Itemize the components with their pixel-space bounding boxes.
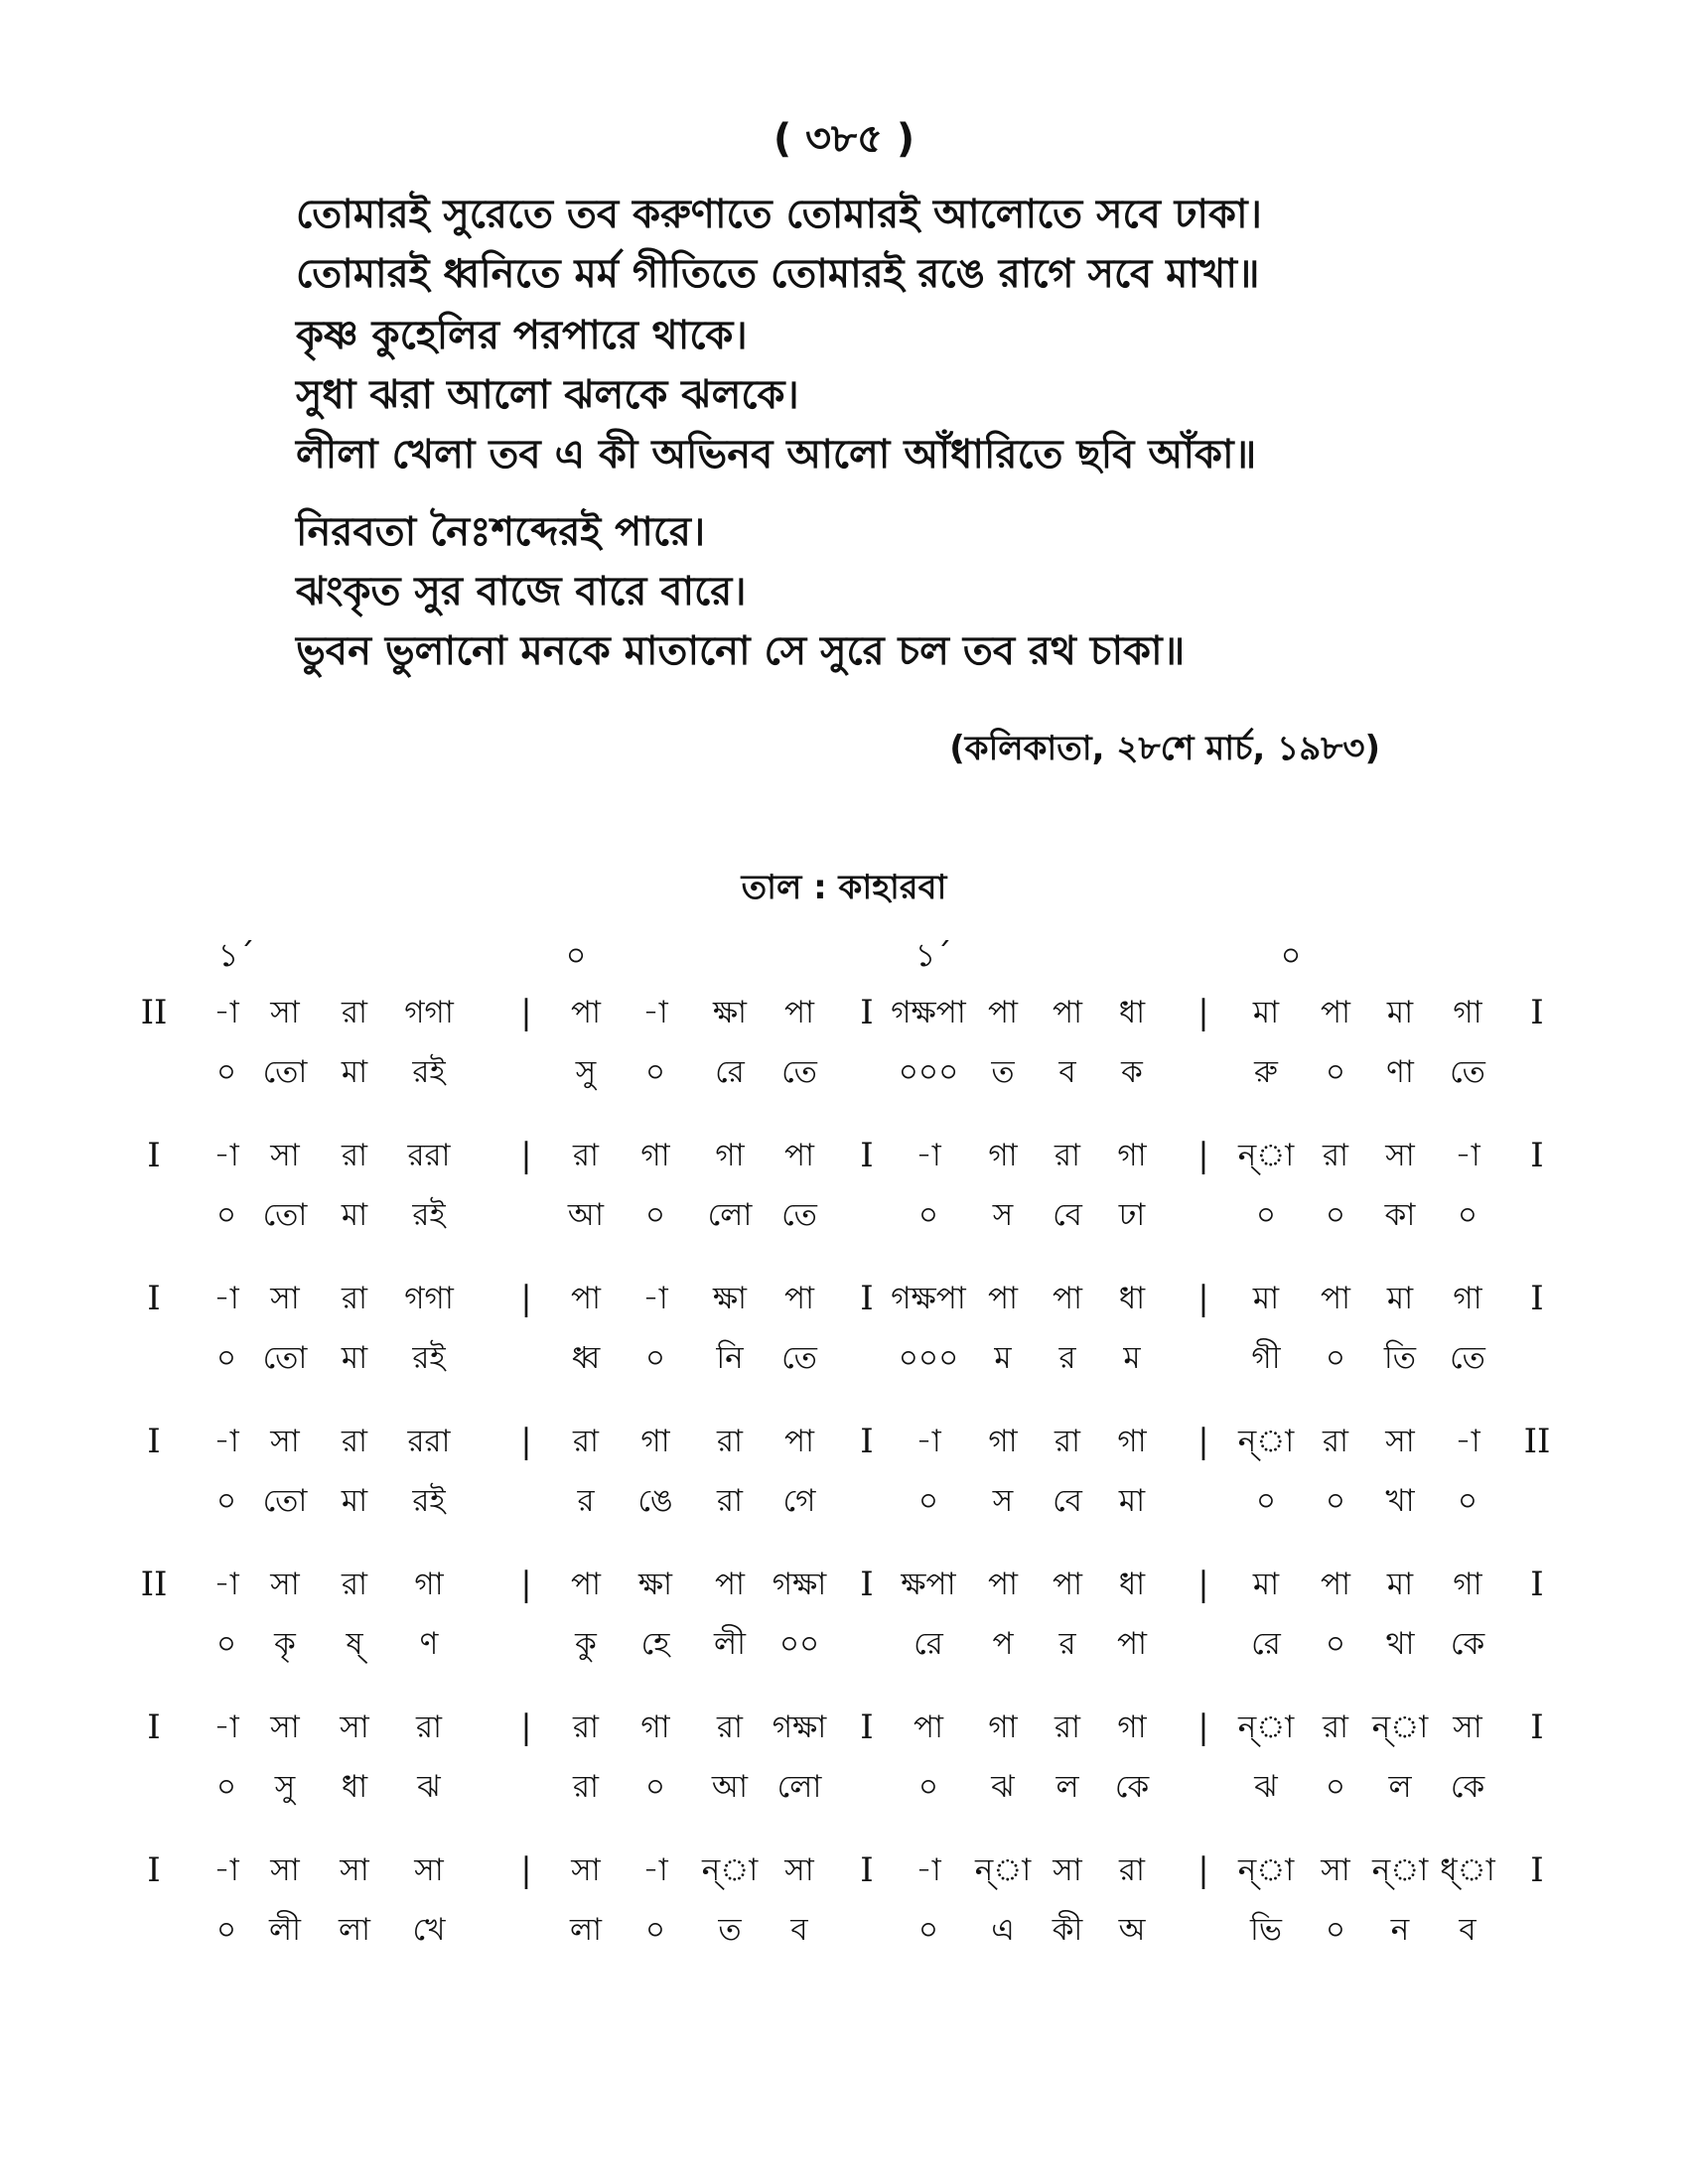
swara-note: -া	[213, 995, 239, 1030]
lyric-syllable: মা	[341, 1340, 368, 1376]
swara-note: -া	[915, 1852, 941, 1888]
swara-note: ধা	[1118, 1281, 1146, 1316]
lyric-syllable: ০	[917, 1197, 939, 1233]
swara-note: পা	[1320, 1281, 1351, 1316]
lyric-syllable: রু	[1254, 1054, 1278, 1090]
lyric-syllable: ০	[1325, 1626, 1346, 1662]
swara-note: গা	[988, 1709, 1018, 1745]
lyric-syllable: তে	[781, 1340, 817, 1376]
lyric-syllable: ০০	[778, 1626, 820, 1662]
lyric-syllable: ব	[1058, 1054, 1076, 1090]
swara-note: গগা	[404, 995, 454, 1030]
beat-marker: ১´	[914, 936, 952, 974]
lyric-syllable: আ	[711, 1769, 749, 1805]
lyric-line: সুধা ঝরা আলো ঝলকে ঝলকে।	[296, 372, 799, 418]
swara-note: সা	[340, 1852, 369, 1888]
swara-note: ন্‌া	[1237, 1852, 1295, 1888]
lyric-syllable: কে	[1114, 1769, 1150, 1805]
bar-line: II	[140, 1565, 168, 1604]
swara-note: রা	[1322, 1138, 1349, 1173]
bar-line: I	[860, 1422, 874, 1461]
lyric-syllable: ত	[991, 1054, 1015, 1090]
swara-note: গা	[988, 1424, 1018, 1459]
swara-note: গা	[1117, 1709, 1147, 1745]
lyric-syllable: ০	[1325, 1054, 1346, 1090]
lyric-syllable: ম	[1123, 1340, 1141, 1376]
lyric-syllable: কা	[1384, 1197, 1416, 1233]
swara-note: -া	[915, 1424, 941, 1459]
bar-line: II	[1523, 1422, 1551, 1461]
lyric-syllable: প	[992, 1626, 1014, 1662]
lyric-syllable: ধা	[341, 1769, 368, 1805]
bar-line: |	[1197, 1707, 1209, 1747]
swara-note: রা	[1054, 1138, 1081, 1173]
swara-note: রা	[341, 1567, 368, 1602]
lyric-syllable: লী	[269, 1912, 301, 1948]
lyric-line: নিরবতা নৈঃশব্দেরই পারে।	[296, 509, 706, 555]
swara-note: গক্ষপা	[891, 995, 966, 1030]
lyric-syllable: ০	[1457, 1197, 1478, 1233]
lyric-syllable: তো	[262, 1197, 308, 1233]
swara-note: গা	[715, 1138, 745, 1173]
bar-line: I	[860, 1136, 874, 1175]
lyric-line: ঝংকৃত সুর বাজে বারে বারে।	[296, 569, 747, 614]
lyric-syllable: ঙে	[637, 1483, 673, 1519]
lyric-syllable: ঝ	[417, 1769, 441, 1805]
lyric-syllable: ০	[917, 1912, 939, 1948]
swara-note: সা	[571, 1852, 601, 1888]
swara-note: মা	[1386, 1567, 1414, 1602]
bar-line: |	[520, 1707, 532, 1747]
lyric-syllable: কে	[1450, 1769, 1485, 1805]
lyric-syllable: সু	[575, 1054, 597, 1090]
swara-note: গা	[414, 1567, 444, 1602]
lyric-syllable: ০	[1255, 1197, 1277, 1233]
lyric-syllable: তে	[1450, 1054, 1485, 1090]
lyric-syllable: ০	[644, 1197, 666, 1233]
lyric-syllable: ক	[1121, 1054, 1143, 1090]
bar-line: I	[860, 1565, 874, 1604]
lyric-syllable: সু	[274, 1769, 296, 1805]
lyric-syllable: ণ	[419, 1626, 439, 1662]
swara-note: পা	[1052, 995, 1083, 1030]
swara-note: সা	[1453, 1709, 1482, 1745]
swara-note: রা	[716, 1709, 744, 1745]
lyric-line: লীলা খেলা তব এ কী অভিনব আলো আঁধারিতে ছবি আঁকা॥	[296, 432, 1257, 478]
swara-note: -া	[1455, 1138, 1480, 1173]
swara-note: গক্ষপা	[891, 1281, 966, 1316]
lyric-syllable: বে	[1053, 1483, 1082, 1519]
lyric-syllable: রই	[412, 1483, 446, 1519]
swara-note: মা	[1252, 995, 1280, 1030]
lyric-syllable: স	[992, 1483, 1014, 1519]
lyric-syllable: রে	[914, 1626, 943, 1662]
swara-note: গা	[640, 1138, 670, 1173]
lyric-syllable: লা	[338, 1912, 371, 1948]
swara-note: ন্‌া	[1237, 1138, 1295, 1173]
bar-line: |	[520, 1279, 532, 1318]
lyric-syllable: খে	[412, 1912, 446, 1948]
lyric-syllable: ০০০	[898, 1340, 959, 1376]
swara-note: রা	[572, 1424, 600, 1459]
swara-note: সা	[270, 1567, 300, 1602]
lyric-syllable: ঝ	[991, 1769, 1015, 1805]
lyric-syllable: হে	[640, 1626, 670, 1662]
bar-line: I	[1530, 1850, 1544, 1890]
swara-note: -া	[1455, 1424, 1480, 1459]
lyric-syllable: তে	[1450, 1340, 1485, 1376]
swara-note: পা	[1320, 995, 1351, 1030]
lyric-syllable: মা	[341, 1054, 368, 1090]
swara-note: -া	[213, 1424, 239, 1459]
lyric-syllable: ০	[1325, 1483, 1346, 1519]
swara-note: ধ্‌া	[1440, 1852, 1495, 1888]
lyric-syllable: ০	[644, 1769, 666, 1805]
swara-note: সা	[784, 1852, 814, 1888]
lyric-syllable: ০	[917, 1769, 939, 1805]
bar-line: |	[1197, 1136, 1209, 1175]
bar-line: |	[520, 1565, 532, 1604]
swara-note: রা	[1118, 1852, 1146, 1888]
swara-note: সা	[1321, 1852, 1350, 1888]
lyric-syllable: ০	[215, 1626, 237, 1662]
lyric-syllable: র	[1058, 1340, 1076, 1376]
swara-note: সা	[1385, 1138, 1415, 1173]
lyric-syllable: রই	[412, 1197, 446, 1233]
lyric-syllable: র	[1058, 1626, 1076, 1662]
lyric-syllable: লো	[776, 1769, 822, 1805]
lyric-syllable: তো	[262, 1054, 308, 1090]
bar-line: I	[860, 1850, 874, 1890]
bar-line: I	[1530, 993, 1544, 1032]
lyric-syllable: রা	[716, 1483, 744, 1519]
swara-note: সা	[270, 1424, 300, 1459]
swara-note: সা	[270, 1281, 300, 1316]
lyric-syllable: ০	[1325, 1197, 1346, 1233]
lyric-syllable: তে	[781, 1197, 817, 1233]
lyric-syllable: থা	[1385, 1626, 1415, 1662]
swara-note: মা	[1386, 1281, 1414, 1316]
bar-line: I	[860, 993, 874, 1032]
lyric-syllable: ০	[215, 1340, 237, 1376]
swara-note: রা	[341, 1424, 368, 1459]
swara-note: রা	[1054, 1709, 1081, 1745]
bar-line: |	[520, 1850, 532, 1890]
lyric-syllable: তে	[781, 1054, 817, 1090]
swara-note: মা	[1252, 1281, 1280, 1316]
swara-note: পা	[570, 1567, 602, 1602]
swara-note: গগা	[404, 1281, 454, 1316]
swara-note: পা	[714, 1567, 746, 1602]
bar-line: I	[147, 1136, 161, 1175]
lyric-syllable: রে	[1251, 1626, 1281, 1662]
swara-note: পা	[783, 1424, 815, 1459]
lyric-syllable: ০	[215, 1483, 237, 1519]
lyric-syllable: ০	[644, 1912, 666, 1948]
swara-note: ধা	[1118, 1567, 1146, 1602]
lyric-syllable: ০	[1255, 1483, 1277, 1519]
bar-line: I	[147, 1422, 161, 1461]
lyric-syllable: রা	[572, 1769, 600, 1805]
lyric-syllable: ব	[1459, 1912, 1477, 1948]
swara-note: গা	[1117, 1424, 1147, 1459]
swara-note: সা	[340, 1709, 369, 1745]
swara-note: পা	[570, 1281, 602, 1316]
lyric-syllable: লী	[714, 1626, 746, 1662]
bar-line: |	[1197, 993, 1209, 1032]
lyric-syllable: ০	[215, 1769, 237, 1805]
swara-note: ন্‌া	[1371, 1852, 1429, 1888]
swara-note: সা	[270, 1709, 300, 1745]
page-number: ( ৩৮৫ )	[773, 116, 915, 162]
lyric-syllable: কী	[1052, 1912, 1083, 1948]
swara-note: রা	[572, 1709, 600, 1745]
swara-note: রা	[1322, 1709, 1349, 1745]
swara-note: ন্‌া	[1371, 1709, 1429, 1745]
lyric-syllable: স	[992, 1197, 1014, 1233]
swara-note: রা	[1054, 1424, 1081, 1459]
lyric-syllable: খা	[1385, 1483, 1415, 1519]
bar-line: |	[520, 993, 532, 1032]
lyric-syllable: ণা	[1386, 1054, 1414, 1090]
bar-line: I	[1530, 1565, 1544, 1604]
lyric-syllable: ০	[215, 1197, 237, 1233]
bar-line: II	[140, 993, 168, 1032]
bar-line: I	[147, 1279, 161, 1318]
lyric-syllable: রই	[412, 1054, 446, 1090]
swara-note: রা	[341, 1281, 368, 1316]
lyric-syllable: লো	[707, 1197, 753, 1233]
bar-line: |	[1197, 1422, 1209, 1461]
swara-note: ররা	[407, 1424, 451, 1459]
lyric-syllable: গী	[1251, 1340, 1281, 1376]
swara-note: সা	[414, 1852, 444, 1888]
swara-note: গা	[640, 1424, 670, 1459]
lyric-syllable: ঝ	[1254, 1769, 1278, 1805]
lyric-syllable: মা	[341, 1483, 368, 1519]
swara-note: গা	[1453, 1281, 1482, 1316]
lyric-syllable: ঢা	[1118, 1197, 1146, 1233]
swara-note: গক্ষা	[772, 1567, 827, 1602]
beat-marker: ১´	[217, 936, 255, 974]
swara-note: ক্ষা	[712, 1281, 748, 1316]
lyric-line: তোমারই সুরেতে তব করুণাতে তোমারই আলোতে সবে ঢাকা।	[296, 192, 1262, 237]
swara-note: ক্ষা	[637, 1567, 673, 1602]
lyric-syllable: ত	[718, 1912, 742, 1948]
lyric-line: কৃষ্ণ কুহেলির পরপারে থাকে।	[296, 313, 748, 358]
swara-note: -া	[642, 995, 668, 1030]
swara-note: গা	[988, 1138, 1018, 1173]
lyric-syllable: র	[577, 1483, 595, 1519]
swara-note: সা	[270, 1138, 300, 1173]
swara-note: পা	[1052, 1567, 1083, 1602]
lyric-syllable: ল	[1055, 1769, 1079, 1805]
beat-marker: ০	[565, 936, 587, 974]
bar-line: I	[1530, 1279, 1544, 1318]
swara-note: ক্ষা	[712, 995, 748, 1030]
place-date-signature: (কলিকাতা, ২৮শে মার্চ, ১৯৮৩)	[949, 729, 1380, 768]
beat-marker: ০	[1280, 936, 1302, 974]
lyric-syllable: ০	[215, 1054, 237, 1090]
swara-note: গক্ষা	[772, 1709, 827, 1745]
lyric-syllable: ০০০	[898, 1054, 959, 1090]
swara-note: পা	[783, 995, 815, 1030]
lyric-syllable: অ	[1118, 1912, 1146, 1948]
swara-note: মা	[1252, 1567, 1280, 1602]
lyric-syllable: তি	[1383, 1340, 1417, 1376]
swara-note: পা	[1052, 1281, 1083, 1316]
lyric-syllable: কু	[575, 1626, 597, 1662]
lyric-syllable: ০	[644, 1340, 666, 1376]
bar-line: |	[1197, 1565, 1209, 1604]
swara-note: -া	[213, 1852, 239, 1888]
swara-note: রা	[716, 1424, 744, 1459]
swara-note: গা	[1453, 1567, 1482, 1602]
bar-line: I	[860, 1707, 874, 1747]
swara-note: রা	[572, 1138, 600, 1173]
swara-note: রা	[341, 1138, 368, 1173]
swara-note: পা	[783, 1138, 815, 1173]
swara-note: রা	[415, 1709, 443, 1745]
swara-note: -া	[915, 1138, 941, 1173]
lyric-syllable: তো	[262, 1483, 308, 1519]
lyric-syllable: কৃ	[274, 1626, 296, 1662]
swara-note: গা	[1453, 995, 1482, 1030]
lyric-syllable: ০	[1325, 1769, 1346, 1805]
swara-note: ধা	[1118, 995, 1146, 1030]
swara-note: গা	[640, 1709, 670, 1745]
lyric-syllable: পা	[1116, 1626, 1148, 1662]
bar-line: I	[147, 1850, 161, 1890]
lyric-syllable: আ	[567, 1197, 605, 1233]
lyric-syllable: ০	[644, 1054, 666, 1090]
lyric-syllable: মা	[1118, 1483, 1146, 1519]
swara-note: -া	[642, 1281, 668, 1316]
swara-note: -া	[213, 1138, 239, 1173]
swara-note: ররা	[407, 1138, 451, 1173]
lyric-syllable: রই	[412, 1340, 446, 1376]
swara-note: পা	[783, 1281, 815, 1316]
lyric-syllable: ০	[215, 1912, 237, 1948]
lyric-syllable: ব	[790, 1912, 808, 1948]
lyric-syllable: ন	[1390, 1912, 1410, 1948]
swara-note: -া	[642, 1852, 668, 1888]
lyric-line: তোমারই ধ্বনিতে মর্ম গীতিতে তোমারই রঙে রাগে সবে মাখা॥	[296, 251, 1260, 297]
swara-note: মা	[1386, 995, 1414, 1030]
swara-note: সা	[270, 995, 300, 1030]
lyric-syllable: কে	[1450, 1626, 1485, 1662]
bar-line: I	[860, 1279, 874, 1318]
swara-note: ন্‌া	[1237, 1424, 1295, 1459]
lyric-syllable: ০	[917, 1483, 939, 1519]
lyric-syllable: ভি	[1250, 1912, 1282, 1948]
swara-note: ন্‌া	[701, 1852, 759, 1888]
bar-line: I	[1530, 1136, 1544, 1175]
swara-note: সা	[270, 1852, 300, 1888]
swara-note: পা	[570, 995, 602, 1030]
lyric-line: ভুবন ভুলানো মনকে মাতানো সে সুরে চল তব রথ চাকা॥	[296, 628, 1186, 674]
lyric-syllable: ল	[1388, 1769, 1412, 1805]
lyric-syllable: ম	[994, 1340, 1012, 1376]
lyric-syllable: লা	[569, 1912, 603, 1948]
bar-line: |	[520, 1136, 532, 1175]
lyric-syllable: ধ্ব	[571, 1340, 601, 1376]
swara-note: পা	[987, 1281, 1019, 1316]
bar-line: |	[520, 1422, 532, 1461]
swara-note: ন্‌া	[974, 1852, 1032, 1888]
swara-note: -া	[213, 1709, 239, 1745]
lyric-syllable: ০	[1325, 1912, 1346, 1948]
bar-line: I	[147, 1707, 161, 1747]
swara-note: পা	[987, 1567, 1019, 1602]
lyric-syllable: মা	[341, 1197, 368, 1233]
swara-note: সা	[1385, 1424, 1415, 1459]
swara-note: গা	[1117, 1138, 1147, 1173]
bar-line: |	[1197, 1279, 1209, 1318]
swara-note: পা	[913, 1709, 944, 1745]
swara-note: রা	[1322, 1424, 1349, 1459]
tala-heading: তাল : কাহারবা	[741, 868, 947, 907]
lyric-syllable: নি	[716, 1340, 744, 1376]
swara-note: -া	[213, 1281, 239, 1316]
bar-line: |	[1197, 1850, 1209, 1890]
swara-note: পা	[1320, 1567, 1351, 1602]
swara-note: সা	[1053, 1852, 1082, 1888]
swara-note: রা	[341, 995, 368, 1030]
lyric-syllable: গে	[782, 1483, 816, 1519]
lyric-syllable: ০	[1325, 1340, 1346, 1376]
lyric-syllable: বে	[1053, 1197, 1082, 1233]
lyric-syllable: তো	[262, 1340, 308, 1376]
bar-line: I	[1530, 1707, 1544, 1747]
lyric-syllable: এ	[991, 1912, 1015, 1948]
swara-note: পা	[987, 995, 1019, 1030]
swara-note: ক্ষপা	[901, 1567, 956, 1602]
swara-note: ন্‌া	[1237, 1709, 1295, 1745]
swara-note: -া	[213, 1567, 239, 1602]
lyric-syllable: ০	[1457, 1483, 1478, 1519]
lyric-syllable: ষ্	[346, 1626, 363, 1662]
lyric-syllable: রে	[715, 1054, 745, 1090]
